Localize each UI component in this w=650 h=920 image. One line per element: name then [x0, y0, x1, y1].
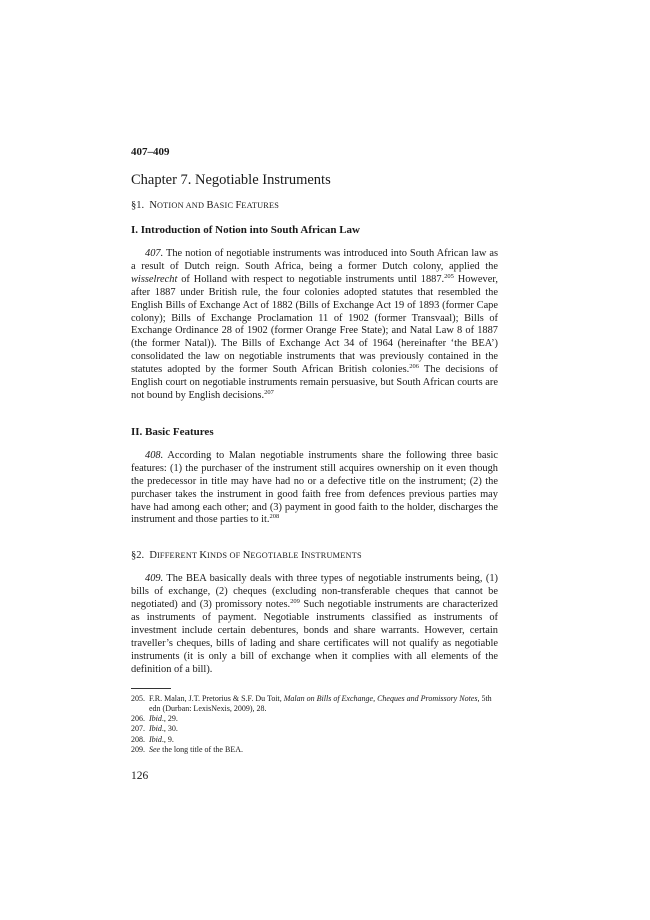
footnote-number: 209. [131, 745, 145, 755]
footnote-number: 208. [131, 734, 145, 744]
footnote-ref[interactable]: 206 [409, 363, 419, 371]
footnote-text-part: ., 30. [161, 724, 178, 734]
paragraph-text: The notion of negotiable instruments was introduced into South African law as a result of Dutch reign. South Africa, being a former Dutch colony, applied the [131, 248, 498, 272]
italic-term: wisselrecht [131, 273, 178, 285]
paragraph-text: The BEA basically deals with three types of negotiable instruments being, (1) bills of exchange, (2) cheques (excluding non-transferable cheques that cannot be negotiated) and (3) promissory notes. [131, 573, 498, 611]
subsection-2-heading: II. Basic Features [131, 425, 214, 438]
footnote-ref[interactable]: 208 [269, 513, 280, 521]
page-body [131, 145, 498, 783]
paragraph-408 [131, 450, 498, 527]
spacer [131, 403, 498, 425]
footnote-text-part: the long title of the BEA. [160, 745, 243, 755]
footnote-text [149, 724, 498, 734]
section-2-letter: D [149, 550, 157, 562]
paragraph-number: 408. [145, 449, 164, 461]
section-1-smallcaps: OTION AND [156, 201, 207, 210]
paragraph-text: of Holland with respect to negotiable instruments until 1887. [177, 273, 445, 285]
section-1-heading [131, 199, 498, 213]
running-head: 407–409 [131, 146, 170, 158]
paragraph-text: However, after 1887 under British rule, the four colonies adopted statutes that resembled the English Bills of Exchange Act of 1882 (Bills of Exchange Act 19 of 1893 (former Cape colony); Bills of Exchange Proclamation 11 of 1902 (former Transvaal); Bills of Exchange Ordinance 28 of 1902 (former Orange Free State); and Natal Law 8 of 1887 (the former Natal)). The Bills of Exchange Act 34 of 1964 (hereinafter ‘the BEA’) consolidated the law on negotiable instruments that was previously contained in the statutes adopted by the former South African British colonies. [131, 273, 498, 376]
paragraph-407 [131, 248, 498, 403]
footnote-206 [131, 714, 498, 724]
footnote-text [149, 694, 498, 715]
footnote-208 [131, 735, 498, 745]
footnote-italic: Ibid [149, 734, 162, 744]
footnote-ref[interactable]: 207 [264, 388, 274, 396]
footnote-text [149, 714, 498, 724]
section-1-letter: B [206, 200, 214, 211]
footnote-italic: Malan on Bills of Exchange, Cheques and Promissory Notes [283, 693, 478, 703]
page-number: 126 [131, 770, 149, 783]
footnote-205 [131, 694, 498, 715]
section-1-smallcaps: ASIC [213, 201, 236, 210]
spacer [131, 527, 498, 549]
section-2-smallcaps: INDS OF [207, 551, 243, 561]
paragraph-text: According to Malan negotiable instruments share the following three basic features: (1) the purchaser of the instrument still acquires ownership on it even though the predecessor in title may have had no or a defective title on the instrument; (2) the purchaser takes the instrument in good faith free from defences previous parties may have had among each other; and (3) payment in good faith to the holder, discharges the instrument and those parties to it. [131, 449, 498, 526]
footnote-text-part: F.R. Malan, J.T. Pretorius & S.F. Du Toit, [149, 693, 284, 703]
chapter-title: Chapter 7. Negotiable Instruments [131, 172, 331, 188]
footnote-italic: See [149, 745, 161, 755]
footnote-207 [131, 724, 498, 734]
section-1-letter: N [149, 200, 157, 211]
section-2-letter: I [300, 550, 305, 562]
paragraph-number: 407. [145, 248, 164, 259]
footnote-text-part: ., 9. [161, 734, 174, 744]
section-1-number: §1. [131, 200, 145, 211]
paragraph-number: 409. [145, 573, 164, 585]
section-2-heading [131, 549, 498, 563]
footnote-ref[interactable]: 205 [444, 272, 454, 280]
paragraph-409 [131, 573, 498, 676]
section-2-smallcaps: IFFERENT [156, 551, 200, 561]
footnote-number: 207. [131, 724, 145, 734]
section-2-letter: N [242, 550, 251, 562]
footnote-number: 206. [131, 714, 145, 724]
footnote-italic: Ibid [149, 714, 162, 724]
section-2-number: §2. [131, 550, 145, 562]
footnote-rule [131, 688, 171, 689]
footnote-text [149, 745, 498, 755]
footnote-text-part: , 5th edn (Durban: LexisNexis, 2009), 28. [149, 693, 492, 713]
section-1-letter: F [235, 200, 242, 211]
section-2-letter: K [199, 550, 208, 562]
section-2-smallcaps: NSTRUMENTS [304, 551, 362, 561]
paragraph-text: Such negotiable instruments are characterized as instruments of payment. Negotiable instruments classified as instruments of investment include certain debentures, bonds and share warrants. However, certain traveller’s cheques, bills of lading and share certificates will not qualify as negotiable instruments (it is only a bill of exchange when it complies with all elements of the definition of a bill). [131, 599, 498, 675]
footnote-text [149, 735, 498, 745]
footnote-text-part: ., 29. [161, 714, 178, 724]
footnote-209 [131, 745, 498, 755]
section-1-smallcaps: EATURES [241, 201, 280, 210]
subsection-1-heading: I. Introduction of Notion into South African Law [131, 224, 360, 236]
footnotes [131, 694, 498, 756]
section-2-smallcaps: EGOTIABLE [250, 551, 301, 561]
footnote-number: 205. [131, 693, 145, 703]
paragraph-text: The decisions of English court on negotiable instruments remain persuasive, but South African courts are not bound by English decisions. [131, 364, 498, 401]
footnote-ref[interactable]: 209 [290, 598, 300, 606]
footnote-italic: Ibid [149, 724, 162, 734]
